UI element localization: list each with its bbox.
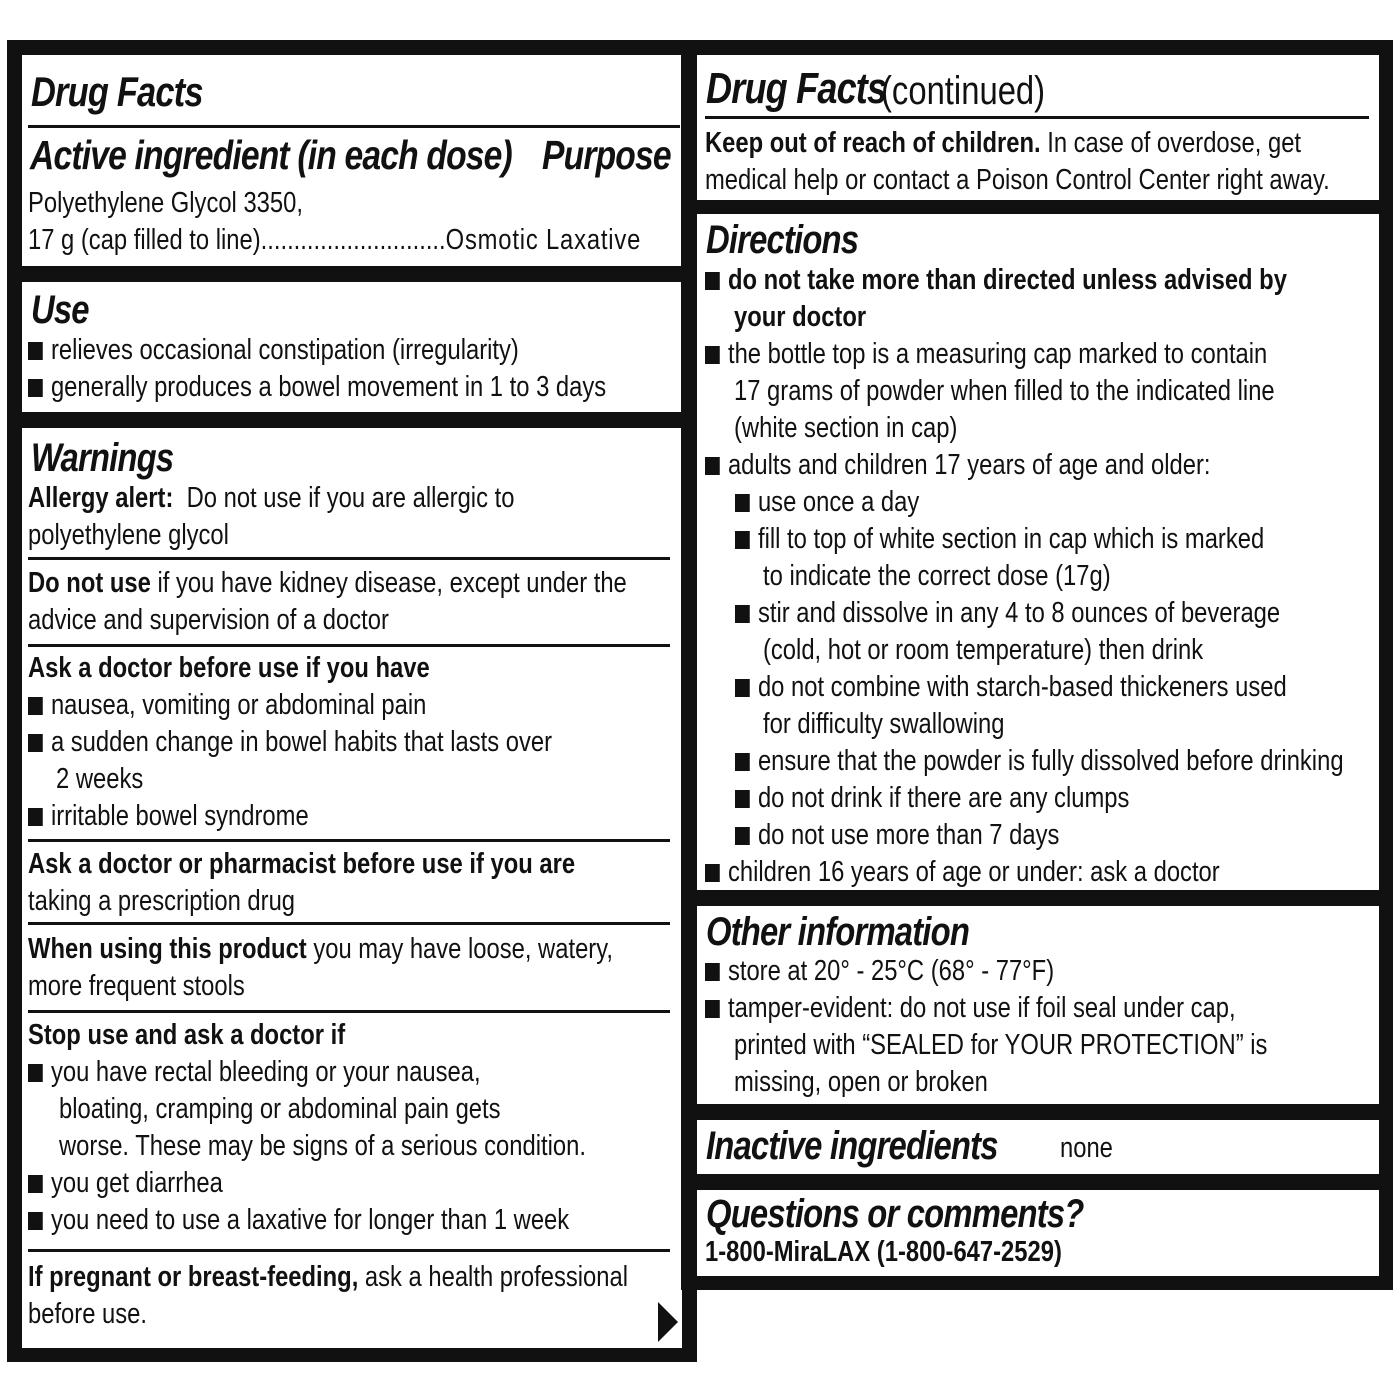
ingredient-line-1: Polyethylene Glycol 3350,	[28, 187, 303, 219]
direction-subitem-cont: for difficulty swallowing	[763, 708, 1005, 740]
stop-use-heading: Stop use and ask a doctor if	[28, 1019, 346, 1051]
questions-panel	[697, 1190, 1379, 1276]
bullet-square-icon	[705, 457, 720, 475]
bullet-square-icon	[28, 342, 43, 360]
continued-suffix: (continued)	[881, 69, 1046, 113]
purpose-heading: Purpose	[542, 132, 671, 178]
direction-subitem: do not combine with starch-based thickeners used	[735, 669, 1287, 706]
bullet-square-icon	[28, 697, 43, 715]
bullet-square-icon	[735, 827, 750, 845]
direction-subitem: do not use more than 7 days	[735, 817, 1059, 854]
pregnant-warning: If pregnant or breast-feeding, ask a health professional	[28, 1261, 628, 1293]
do-not-use-cont: advice and supervision of a doctor	[28, 604, 389, 636]
directions-panel	[697, 214, 1379, 890]
bullet-square-icon	[705, 864, 720, 882]
ask-pharmacist-heading: Ask a doctor or pharmacist before use if you are	[28, 848, 576, 880]
when-using: When using this product you may have loose, watery,	[28, 933, 613, 965]
ask-doctor-heading: Ask a doctor before use if you have	[28, 652, 430, 684]
questions-phone: 1-800-MiraLAX (1-800-647-2529)	[705, 1236, 1062, 1268]
keep-out-warning-cont: medical help or contact a Poison Control Center right away.	[705, 164, 1330, 196]
ask-item: a sudden change in bowel habits that lasts over	[28, 724, 552, 761]
bullet-square-icon	[735, 679, 750, 697]
use-panel	[22, 282, 682, 412]
bullet-square-icon	[28, 379, 43, 397]
direction-subitem: use once a day	[735, 484, 919, 521]
ingredient-line-2: 17 g (cap filled to line)............................Osmotic Laxative	[28, 224, 642, 256]
continue-arrow-icon	[658, 1302, 680, 1342]
bullet-square-icon	[735, 531, 750, 549]
other-information-panel	[697, 906, 1379, 1104]
bullet-square-icon	[28, 1212, 43, 1230]
stop-item: you need to use a laxative for longer than 1 week	[28, 1202, 569, 1239]
other-item-cont: missing, open or broken	[734, 1066, 988, 1098]
direction-item: do not take more than directed unless advised by	[705, 262, 1287, 299]
use-heading: Use	[31, 288, 89, 332]
bullet-square-icon	[28, 808, 43, 826]
direction-item-cont: your doctor	[734, 301, 867, 333]
other-item-cont: printed with “SEALED for YOUR PROTECTION” is	[734, 1029, 1268, 1061]
use-item: relieves occasional constipation (irregularity)	[28, 332, 519, 369]
when-using-cont: more frequent stools	[28, 970, 245, 1002]
inactive-ingredients-panel	[697, 1120, 1379, 1174]
bullet-square-icon	[28, 1064, 43, 1082]
active-ingredient-panel	[22, 55, 682, 266]
other-item: tamper-evident: do not use if foil seal under cap,	[705, 990, 1236, 1027]
drug-facts-title: Drug Facts	[31, 68, 203, 115]
stop-item: you have rectal bleeding or your nausea,	[28, 1054, 481, 1091]
section-rule	[28, 644, 670, 647]
direction-item: the bottle top is a measuring cap marked to contain	[705, 336, 1267, 373]
ask-item-cont: 2 weeks	[56, 763, 144, 795]
inactive-ingredients-value: none	[1060, 1132, 1113, 1164]
allergy-alert: Allergy alert: Do not use if you are allergic to	[28, 482, 515, 514]
stop-item-cont: worse. These may be signs of a serious condition.	[59, 1130, 586, 1162]
direction-subitem: ensure that the powder is fully dissolved before drinking	[735, 743, 1344, 780]
other-item: store at 20° - 25°C (68° - 77°F)	[705, 953, 1054, 990]
bullet-square-icon	[705, 1000, 720, 1018]
other-information-heading: Other information	[706, 910, 970, 954]
section-rule	[28, 1010, 670, 1013]
direction-subitem: fill to top of white section in cap which is marked	[735, 521, 1264, 558]
active-ingredient-heading: Active ingredient (in each dose)	[30, 132, 512, 178]
section-rule	[28, 1249, 670, 1252]
stop-item: you get diarrhea	[28, 1165, 223, 1202]
ask-item: irritable bowel syndrome	[28, 798, 309, 835]
bullet-square-icon	[735, 790, 750, 808]
direction-subitem-cont: (cold, hot or room temperature) then drink	[763, 634, 1204, 666]
warnings-panel	[22, 428, 682, 1348]
warnings-heading: Warnings	[31, 436, 174, 480]
inactive-ingredients-heading: Inactive ingredients	[706, 1124, 998, 1168]
ask-pharmacist-text: taking a prescription drug	[28, 885, 296, 917]
direction-item: children 16 years of age or under: ask a doctor	[705, 854, 1220, 890]
stop-item-cont: bloating, cramping or abdominal pain gets	[59, 1093, 501, 1125]
direction-item: adults and children 17 years of age and older:	[705, 447, 1211, 484]
allergy-alert-cont: polyethylene glycol	[28, 519, 229, 551]
bullet-square-icon	[735, 494, 750, 512]
use-item: generally produces a bowel movement in 1 to 3 days	[28, 369, 606, 406]
direction-subitem-cont: to indicate the correct dose (17g)	[763, 560, 1111, 592]
section-rule	[28, 922, 670, 925]
title-rule	[705, 116, 1369, 119]
direction-subitem: stir and dissolve in any 4 to 8 ounces of beverage	[735, 595, 1280, 632]
ask-item: nausea, vomiting or abdominal pain	[28, 687, 426, 724]
pregnant-warning-cont: before use.	[28, 1298, 147, 1330]
bullet-square-icon	[28, 734, 43, 752]
do-not-use: Do not use if you have kidney disease, except under the	[28, 567, 627, 599]
direction-item-cont: 17 grams of powder when filled to the indicated line	[734, 375, 1275, 407]
title-rule	[28, 125, 680, 128]
bullet-square-icon	[735, 605, 750, 623]
directions-heading: Directions	[706, 218, 859, 262]
bullet-square-icon	[705, 346, 720, 364]
section-rule	[28, 557, 670, 560]
section-rule	[28, 839, 670, 842]
keep-out-warning: Keep out of reach of children. In case of overdose, get	[705, 127, 1302, 159]
direction-subitem: do not drink if there are any clumps	[735, 780, 1129, 817]
bullet-square-icon	[705, 963, 720, 981]
keep-out-panel	[697, 55, 1379, 200]
direction-item-cont: (white section in cap)	[734, 412, 958, 444]
continued-title: Drug Facts	[706, 64, 887, 113]
bullet-square-icon	[28, 1175, 43, 1193]
bullet-square-icon	[735, 753, 750, 771]
questions-heading: Questions or comments?	[706, 1192, 1084, 1236]
bullet-square-icon	[705, 272, 720, 290]
